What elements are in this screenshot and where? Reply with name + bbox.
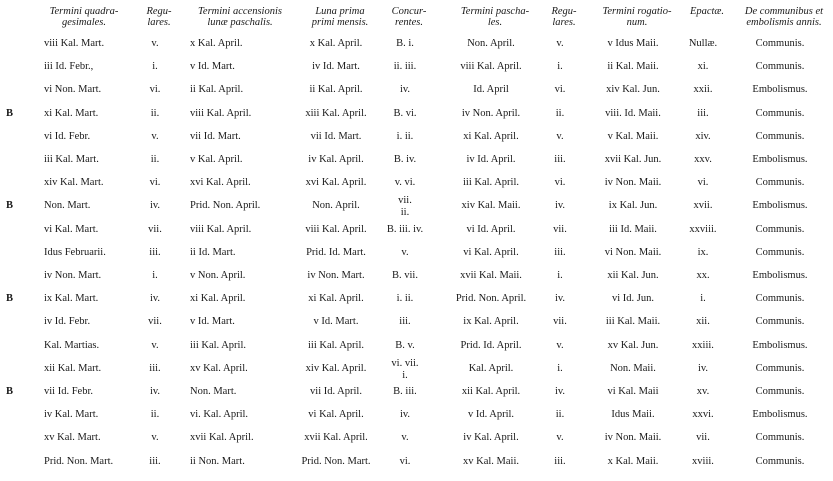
cell-rogation-term: iv Non. Maii. [604,177,662,189]
cell-regulares: ii. [150,154,160,165]
cell-paschal-term: xii Kal. April. [461,386,521,397]
cell-regulares: v. [151,130,159,142]
cell-concurrents: B. i. [396,38,414,49]
cell-quadragesimal-term: xv Kal. Mart. [44,432,101,444]
cell-regulares-2: i. [557,61,563,73]
cell-regulares-2: v. [556,38,564,49]
cell-regulares: v. [151,38,159,49]
cell-regulares: vi. [149,84,161,96]
cell-accension-term: viii Kal. April. [190,107,252,119]
cell-rogation-term: v Idus Maii. [607,38,659,49]
header-concurrents: Concur- rentes. [391,6,427,28]
cell-epacts: xii. [696,316,710,328]
cell-concurrents: v. [401,432,409,444]
cell-regulares: v. [151,339,159,351]
cell-concurrents: B. iii. [393,386,417,397]
cell-epacts: ix. [697,246,709,258]
cell-regulares-2: iv. [554,200,566,212]
cell-concurrents: B. iii. iv. [386,223,424,235]
cell-year-type: Embolismus. [752,84,808,96]
cell-regulares: iii. [149,246,161,258]
cell-rogation-term: xvii Kal. Jun. [604,154,662,165]
cell-concurrents: i. ii. [396,293,414,305]
cell-bissextile-marker: B [6,200,14,212]
cell-epacts: xxiii. [692,339,714,351]
table-row [0,38,833,60]
cell-rogation-term: v Kal. Maii. [607,130,659,142]
cell-first-moon: xiii Kal. April. [305,107,367,119]
cell-regulares-2: iii. [554,246,566,258]
cell-bissextile-marker: B [6,293,14,305]
cell-quadragesimal-term: xii Kal. Mart. [44,362,102,374]
cell-concurrents: vi. vii. i. [391,357,419,381]
table-row [0,293,833,315]
cell-quadragesimal-term: iii Kal. Mart. [44,154,99,165]
cell-regulares-2: iv. [554,293,566,305]
cell-epacts: vi. [697,177,709,189]
cell-paschal-term: xiv Kal. Maii. [461,200,521,212]
cell-year-type: Communis. [755,432,805,444]
cell-concurrents: B. iv. [393,154,417,165]
cell-regulares: vii. [148,223,162,235]
cell-accension-term: iii Kal. April. [190,339,246,351]
cell-rogation-term: vi Kal. Maii [607,386,659,397]
cell-concurrents: v. [401,246,409,258]
cell-year-type: Communis. [755,38,805,49]
cell-first-moon: vii Id. April. [310,386,362,397]
cell-concurrents: B. v. [395,339,415,351]
cell-paschal-term: Non. April. [467,38,515,49]
cell-concurrents: ii. iii. [393,61,417,73]
cell-quadragesimal-term: iv Id. Febr. [44,316,91,328]
cell-year-type: Embolismus. [752,270,808,281]
table-row [0,224,833,246]
cell-epacts: xxv. [694,154,712,165]
cell-year-type: Communis. [755,130,805,142]
cell-first-moon: x Kal. April. [309,38,363,49]
cell-regulares: iv. [149,200,161,212]
table-row [0,61,833,83]
table-row [0,270,833,292]
cell-paschal-term: Prid. Non. April. [455,293,527,305]
cell-paschal-term: iv Kal. April. [463,432,519,444]
cell-regulares: ii. [150,409,160,421]
cell-regulares-2: v. [556,432,564,444]
table-row [0,84,833,106]
cell-paschal-term: xv Kal. Maii. [463,455,519,467]
cell-first-moon: iv Non. Mart. [307,270,365,281]
cell-first-moon: viii Kal. April. [305,223,367,235]
cell-regulares: vi. [149,177,161,189]
cell-concurrents: B. vi. [393,107,417,119]
cell-rogation-term: vi Id. Jun. [612,293,654,305]
table-row [0,386,833,408]
cell-epacts: xxii. [693,84,713,96]
cell-quadragesimal-term: xi Kal. Mart. [44,107,99,119]
cell-concurrents: i. ii. [396,130,414,142]
table-row [0,108,833,130]
cell-accension-term: xvi Kal. April. [190,177,251,189]
cell-paschal-term: vi Id. April. [466,223,516,235]
cell-regulares-2: iv. [554,386,566,397]
cell-first-moon: vi Kal. April. [308,409,364,421]
cell-regulares-2: v. [556,130,564,142]
header-first-moon: Luna prima primi mensis. [311,6,369,28]
header-quadragesimal-term: Termini quadra- gesimales. [49,6,119,28]
header-epacts: Epactæ. [689,6,725,17]
cell-year-type: Communis. [755,61,805,73]
cell-accension-term: vii Id. Mart. [190,130,241,142]
cell-regulares: iii. [149,362,161,374]
cell-bissextile-marker: B [6,107,14,119]
cell-first-moon: iv Kal. April. [308,154,364,165]
cell-accension-term: xvii Kal. April. [190,432,254,444]
cell-regulares: iii. [149,455,161,467]
cell-first-moon: Non. April. [312,200,360,212]
cell-regulares-2: vii. [553,223,567,235]
cell-epacts: iv. [697,362,709,374]
cell-paschal-term: Kal. April. [468,362,514,374]
cell-concurrents: iv. [399,409,411,421]
cell-regulares: ii. [150,107,160,119]
cell-year-type: Communis. [755,362,805,374]
cell-first-moon: v Id. Mart. [313,316,359,328]
cell-quadragesimal-term: xiv Kal. Mart. [44,177,104,189]
cell-year-type: Communis. [755,246,805,258]
cell-accension-term: ii Id. Mart. [190,246,236,258]
cell-epacts: xx. [696,270,710,281]
cell-rogation-term: viii. Id. Maii. [605,107,661,119]
cell-accension-term: vi. Kal. April. [190,409,249,421]
cell-rogation-term: Non. Maii. [610,362,656,374]
cell-concurrents: v. vi. [394,177,416,189]
cell-first-moon: xiv Kal. April. [305,362,367,374]
cell-epacts: xiv. [695,130,711,142]
cell-year-type: Communis. [755,223,805,235]
cell-paschal-term: iii Kal. April. [463,177,519,189]
cell-first-moon: xvii Kal. April. [304,432,368,444]
cell-year-type: Embolismus. [752,200,808,212]
table-row [0,456,833,478]
table-row [0,247,833,269]
cell-quadragesimal-term: Non. Mart. [44,200,91,212]
cell-year-type: Communis. [755,455,805,467]
cell-paschal-term: xi Kal. April. [463,130,519,142]
table-row [0,432,833,454]
cell-regulares-2: vii. [553,316,567,328]
cell-paschal-term: viii Kal. April. [460,61,522,73]
header-rogation-term: Termini rogatio- num. [602,6,672,28]
cell-first-moon: Prid. Non. Mart. [301,455,371,467]
cell-first-moon: ii Kal. April. [309,84,363,96]
cell-epacts: xxviii. [689,223,717,235]
cell-year-type: Communis. [755,107,805,119]
cell-concurrents: B. vii. [392,270,418,281]
cell-first-moon: xvi Kal. April. [305,177,367,189]
cell-concurrents: vi. [399,455,411,467]
cell-rogation-term: ii Kal. Maii. [607,61,659,73]
cell-year-type: Communis. [755,293,805,305]
cell-paschal-term: Prid. Id. April. [460,339,522,351]
cell-first-moon: iii Kal. April. [308,339,364,351]
table-row [0,357,833,385]
cell-accension-term: v Id. Mart. [190,61,235,73]
cell-paschal-term: Id. April [473,84,509,96]
cell-paschal-term: v Id. April. [467,409,515,421]
header-paschal-term: Termini pascha- les. [460,6,530,28]
cell-epacts: iii. [697,107,709,119]
cell-accension-term: v Non. April. [190,270,246,281]
cell-quadragesimal-term: ix Kal. Mart. [44,293,99,305]
cell-quadragesimal-term: vi Non. Mart. [44,84,102,96]
cell-regulares-2: ii. [555,107,565,119]
cell-regulares-2: iii. [554,455,566,467]
cell-quadragesimal-term: Idus Februarii. [44,246,106,258]
cell-first-moon: xi Kal. April. [308,293,364,305]
cell-rogation-term: vi Non. Maii. [604,246,662,258]
cell-accension-term: Non. Mart. [190,386,237,397]
cell-rogation-term: iii Id. Maii. [609,223,657,235]
cell-rogation-term: xv Kal. Jun. [607,339,659,351]
cell-regulares-2: i. [557,270,563,281]
cell-concurrents: iv. [399,84,411,96]
cell-quadragesimal-term: iv Non. Mart. [44,270,102,281]
cell-regulares-2: iii. [554,154,566,165]
cell-regulares-2: ii. [555,409,565,421]
cell-paschal-term: iv Non. April. [461,107,521,119]
cell-epacts: xxvi. [692,409,714,421]
cell-paschal-term: xvii Kal. Maii. [460,270,522,281]
cell-quadragesimal-term: Kal. Martias. [44,339,100,351]
cell-accension-term: v Id. Mart. [190,316,235,328]
cell-accension-term: Prid. Non. April. [190,200,261,212]
cell-regulares-2: v. [556,339,564,351]
cell-regulares: iv. [149,386,161,397]
cell-rogation-term: iii Kal. Maii. [605,316,661,328]
cell-quadragesimal-term: iv Kal. Mart. [44,409,99,421]
table-row [0,195,833,222]
cell-first-moon: vii Id. Mart. [310,130,362,142]
cell-bissextile-marker: B [6,386,14,397]
cell-regulares: iv. [149,293,161,305]
table-row [0,316,833,338]
cell-first-moon: iv Id. Mart. [312,61,360,73]
cell-rogation-term: iv Non. Maii. [604,432,662,444]
cell-quadragesimal-term: vii Id. Febr. [44,386,93,397]
cell-year-type: Communis. [755,386,805,397]
cell-paschal-term: vi Kal. April. [463,246,519,258]
cell-quadragesimal-term: iii Id. Febr., [44,61,94,73]
cell-quadragesimal-term: vi Id. Febr. [44,130,91,142]
header-regulares: Regu- lares. [146,6,172,28]
cell-epacts: i. [700,293,706,305]
header-year-type: De communibus et embolismis annis. [744,6,824,28]
cell-paschal-term: ix Kal. April. [463,316,519,328]
cell-accension-term: v Kal. April. [190,154,243,165]
cell-regulares-2: vi. [554,84,566,96]
cell-paschal-term: iv Id. April. [466,154,516,165]
cell-accension-term: xv Kal. April. [190,362,248,374]
cell-year-type: Communis. [755,177,805,189]
cell-quadragesimal-term: viii Kal. Mart. [44,38,105,49]
cell-accension-term: ii Kal. April. [190,84,244,96]
table-row [0,154,833,176]
cell-rogation-term: xii Kal. Jun. [607,270,659,281]
cell-regulares-2: vi. [554,177,566,189]
cell-epacts: vii. [696,432,710,444]
cell-epacts: xi. [697,61,709,73]
header-accension-term: Termini accensionis lunæ paschalis. [198,6,282,28]
cell-accension-term: ii Non. Mart. [190,455,245,467]
cell-regulares: i. [152,61,158,73]
table-row [0,409,833,431]
cell-year-type: Embolismus. [752,154,808,165]
cell-year-type: Embolismus. [752,339,808,351]
cell-year-type: Communis. [755,316,805,328]
cell-epacts: xvii. [693,200,713,212]
cell-regulares: v. [151,432,159,444]
cell-epacts: xv. [696,386,710,397]
cell-accension-term: viii Kal. April. [190,223,252,235]
cell-accension-term: x Kal. April. [190,38,243,49]
cell-epacts: Nullæ. [688,38,718,49]
cell-first-moon: Prid. Id. Mart. [306,246,366,258]
header-regulares-2: Regu- lares. [551,6,577,28]
cell-rogation-term: xiv Kal. Jun. [606,84,660,96]
cell-quadragesimal-term: Prid. Non. Mart. [44,455,114,467]
cell-regulares: i. [152,270,158,281]
cell-regulares-2: i. [557,362,563,374]
cell-rogation-term: x Kal. Maii. [607,455,659,467]
cell-concurrents: vii. ii. [398,195,412,219]
cell-concurrents: iii. [399,316,411,328]
cell-regulares: vii. [148,316,162,328]
cell-rogation-term: Idus Maii. [611,409,655,421]
cell-quadragesimal-term: vi Kal. Mart. [44,223,99,235]
cell-accension-term: xi Kal. April. [190,293,246,305]
cell-year-type: Embolismus. [752,409,808,421]
cell-epacts: xviii. [692,455,714,467]
cell-rogation-term: ix Kal. Jun. [608,200,658,212]
table-row [0,131,833,153]
